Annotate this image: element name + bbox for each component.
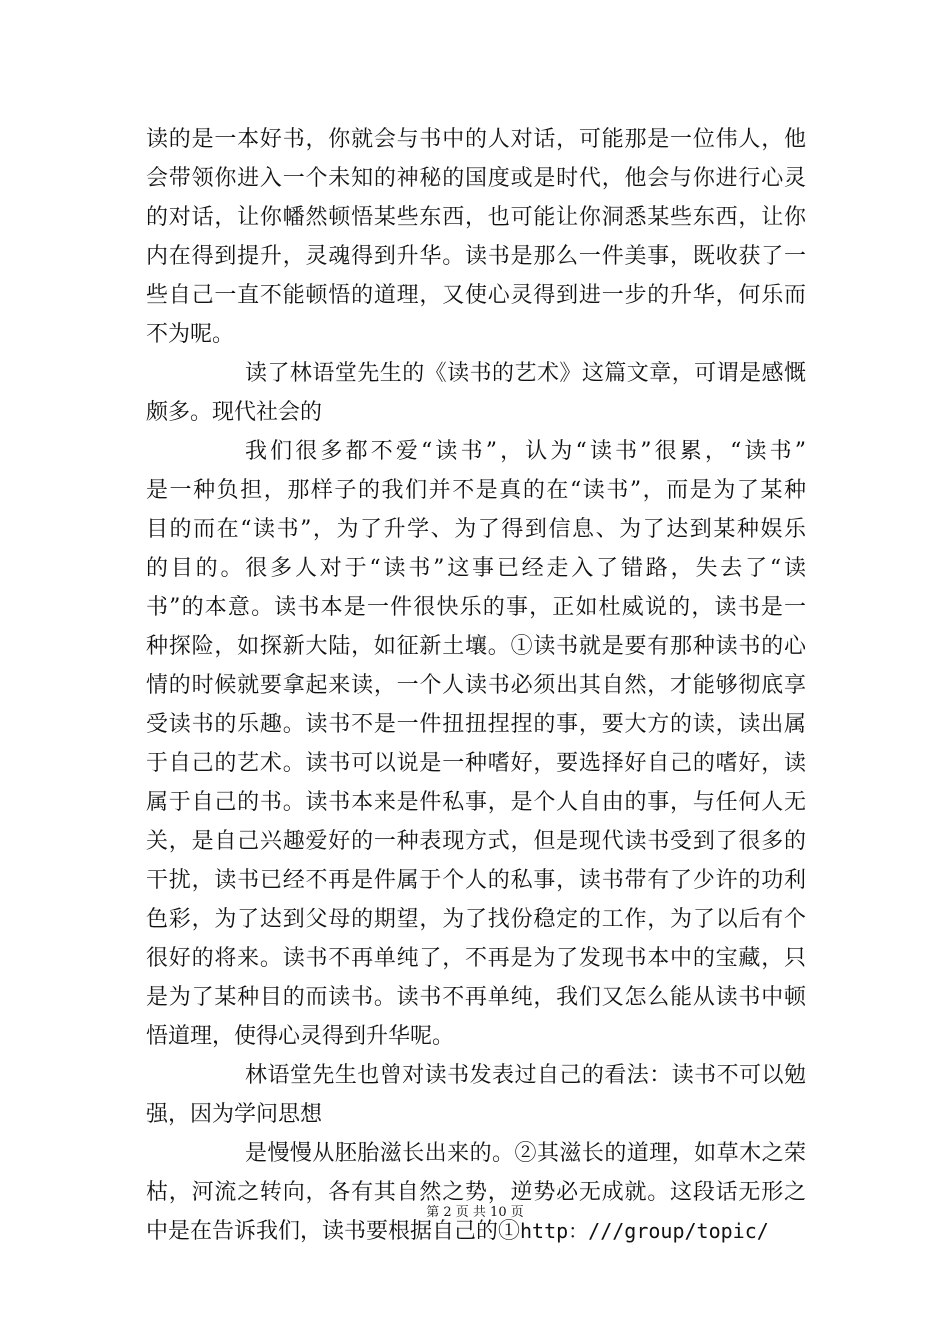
text-line: 会带领你进入一个未知的神秘的国度或是时代，他会与你进行心灵 — [146, 166, 806, 191]
text-line: 林语堂先生也曾对读书发表过自己的看法：读书不可以勉 — [245, 1063, 806, 1088]
text-line: 属于自己的书。读书本来是件私事，是个人自由的事，与任何人无 — [146, 790, 806, 815]
text-line: 的对话，让你幡然顿悟某些东西，也可能让你洞悉某些东西，让你 — [146, 205, 806, 230]
text-line: 不为呢。 — [146, 322, 235, 347]
text-line: 于自己的艺术。读书可以说是一种嗜好，要选择好自己的嗜好，读 — [146, 751, 806, 776]
text-line: 是为了某种目的而读书。读书不再单纯，我们又怎么能从读书中顿 — [146, 985, 806, 1010]
body-text — [146, 120, 806, 1251]
text-line: 的目的。很多人对于“读书”这事已经走入了错路，失去了“读 — [146, 556, 806, 581]
text-line: 情的时候就要拿起来读，一个人读书必须出其自然，才能够彻底享 — [146, 673, 806, 698]
text-line: 我们很多都不爱“读书”，认为“读书”很累，“读书” — [245, 439, 806, 464]
text-line: 内在得到提升，灵魂得到升华。读书是那么一件美事，既收获了一 — [146, 244, 806, 269]
text-line: 颇多。现代社会的 — [146, 400, 323, 425]
text-line: 强，因为学问思想 — [146, 1102, 323, 1127]
text-line: 些自己一直不能顿悟的道理，又使心灵得到进一步的升华，何乐而 — [146, 283, 806, 308]
text-line: 枯，河流之转向，各有其自然之势，逆势必无成就。这段话无形之 — [146, 1180, 806, 1205]
text-line: 是慢慢从胚胎滋长出来的。②其滋长的道理，如草木之荣 — [245, 1141, 806, 1166]
text-line: 读了林语堂先生的《读书的艺术》这篇文章，可谓是感慨 — [245, 361, 806, 386]
url-text: http：///group/topic/ — [520, 1219, 769, 1243]
text-line: 很好的将来。读书不再单纯了，不再是为了发现书本中的宝藏，只 — [146, 946, 806, 971]
text-line: 种探险，如探新大陆，如征新土壤。①读书就是要有那种读书的心 — [146, 634, 806, 659]
text-line: 色彩，为了达到父母的期望，为了找份稳定的工作，为了以后有个 — [146, 907, 806, 932]
text-line: 书”的本意。读书本是一件很快乐的事，正如杜威说的，读书是一 — [146, 595, 806, 620]
text-line: 干扰，读书已经不再是件属于个人的私事，读书带有了少许的功利 — [146, 868, 806, 893]
text-line: 关，是自己兴趣爱好的一种表现方式，但是现代读书受到了很多的 — [146, 829, 806, 854]
text-line: 目的而在“读书”，为了升学、为了得到信息、为了达到某种娱乐 — [146, 517, 806, 542]
text-line: 读的是一本好书，你就会与书中的人对话，可能那是一位伟人，他 — [146, 127, 806, 152]
text-line: 是一种负担，那样子的我们并不是真的在“读书”，而是为了某种 — [146, 478, 806, 503]
text-line: 受读书的乐趣。读书不是一件扭扭捏捏的事，要大方的读，读出属 — [146, 712, 806, 737]
page-footer — [0, 1201, 950, 1220]
text-segment: 中是在告诉我们，读书要根据自己的① — [146, 1219, 521, 1244]
page-number: 第 2 页 共 10 页 — [426, 1205, 524, 1220]
text-line: 悟道理，使得心灵得到升华呢。 — [146, 1024, 455, 1049]
